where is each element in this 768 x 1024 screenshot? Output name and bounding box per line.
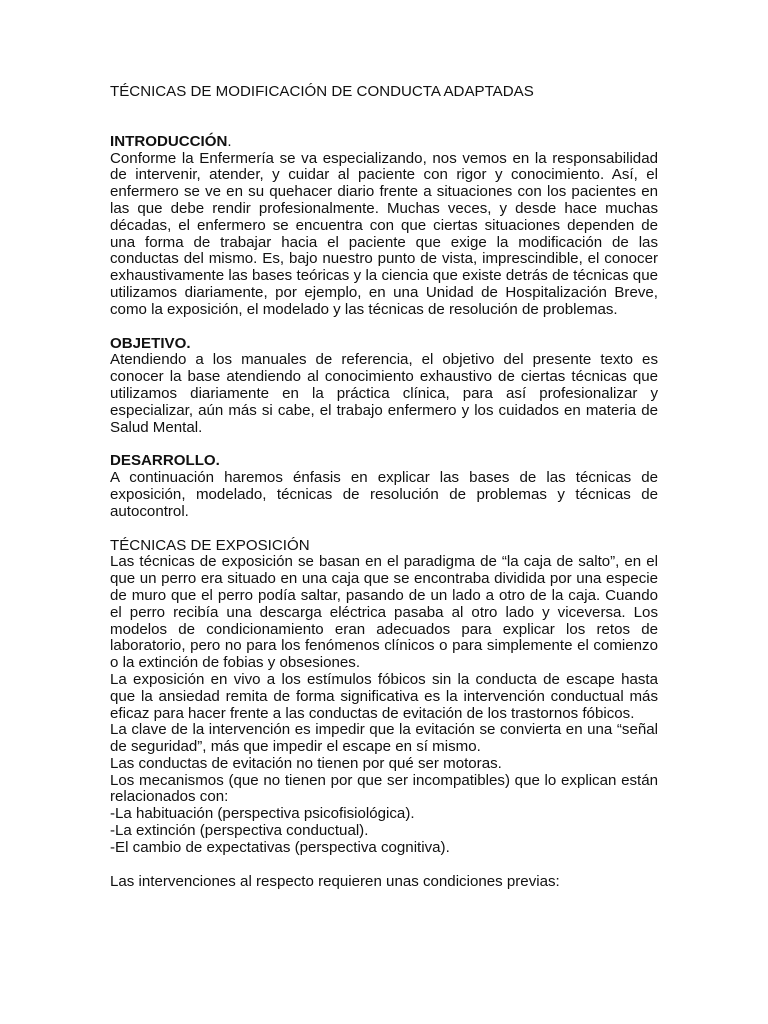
list-item: -El cambio de expectativas (perspectiva cognitiva). [110, 838, 450, 856]
paragraph-objetivo: Atendiendo a los manuales de referencia, el objetivo del presente texto es conocer la base atendiendo al conocimiento exhaustivo de ciertas técnicas que utilizamos diariamente en la práctica clínica, para así profesionalizar y especializar, aún más si cabe, el trabajo enfermero y los cuidados en materia de Salud Mental. [110, 351, 658, 436]
paragraph-closing: Las intervenciones al respecto requieren unas condiciones previas: [110, 872, 560, 890]
paragraph-exposicion-5: Los mecanismos (que no tienen por que ser incompatibles) que lo explican están relacionados con: [110, 771, 658, 806]
section-introduccion [110, 134, 658, 319]
section-exposicion [110, 538, 658, 857]
paragraph-desarrollo: A continuación haremos énfasis en explicar las bases de las técnicas de exposición, modelado, técnicas de resolución de problemas y técnicas de autocontrol. [110, 469, 658, 520]
section-objetivo [110, 336, 658, 437]
section-desarrollo [110, 453, 658, 520]
paragraph-exposicion-1: Las técnicas de exposición se basan en el paradigma de “la caja de salto”, en el que un perro era situado en una caja que se encontraba dividida por una especie de muro que el perro podía saltar, pasando de un lado a otro de la caja. Cuando el perro recibía una descarga eléctrica pasaba al otro lado y viceversa. Los modelos de condicionamiento eran adecuados para explicar los retos de laboratorio, pero no para los fenómenos clínicos o para simplemente el comienzo o la extinción de fobias y obsesiones. [110, 553, 658, 672]
heading-objetivo: OBJETIVO. [110, 334, 191, 352]
list-item: -La extinción (perspectiva conductual). [110, 822, 369, 840]
paragraph-introduccion: Conforme la Enfermería se va especializando, nos vemos en la responsabilidad de intervenir, atender, y cuidar al paciente con rigor y conocimiento. Así, el enfermero se ve en su quehacer diario frente a situaciones con los pacientes en las que debe rendir profesionalmente. Muchas veces, y desde hace muchas décadas, el enfermero se encuentra con que ciertas situaciones dependen de una forma de trabajar hacia el paciente que exige la modificación de las conductas del mismo. Es, bajo nuestro punto de vista, imprescindible, el conocer exhaustivamente las bases teóricas y la ciencia que existe detrás de técnicas que utilizamos diariamente, por ejemplo, en una Unidad de Hospitalización Breve, como la exposición, el modelado y las técnicas de resolución de problemas. [110, 149, 658, 318]
paragraph-exposicion-4: Las conductas de evitación no tienen por qué ser motoras. [110, 754, 502, 772]
paragraph-exposicion-3: La clave de la intervención es impedir que la evitación se convierta en una “señal de seguridad”, más que impedir el escape en sí mismo. [110, 721, 658, 756]
heading-desarrollo: DESARROLLO. [110, 452, 220, 470]
paragraph-exposicion-2: La exposición en vivo a los estímulos fóbicos sin la conducta de escape hasta que la ansiedad remita de forma significativa es la intervención conductual más eficaz para hacer frente a las conductas de evitación de los trastornos fóbicos. [110, 670, 658, 722]
heading-introduccion-suffix: . [227, 132, 232, 150]
document-page [110, 84, 658, 890]
document-title: TÉCNICAS DE MODIFICACIÓN DE CONDUCTA ADAPTADAS [110, 83, 534, 100]
heading-introduccion [110, 134, 658, 151]
heading-exposicion: TÉCNICAS DE EXPOSICIÓN [110, 536, 310, 554]
heading-introduccion-label: INTRODUCCIÓN [110, 132, 228, 150]
list-item: -La habituación (perspectiva psicofisiológica). [110, 805, 415, 823]
